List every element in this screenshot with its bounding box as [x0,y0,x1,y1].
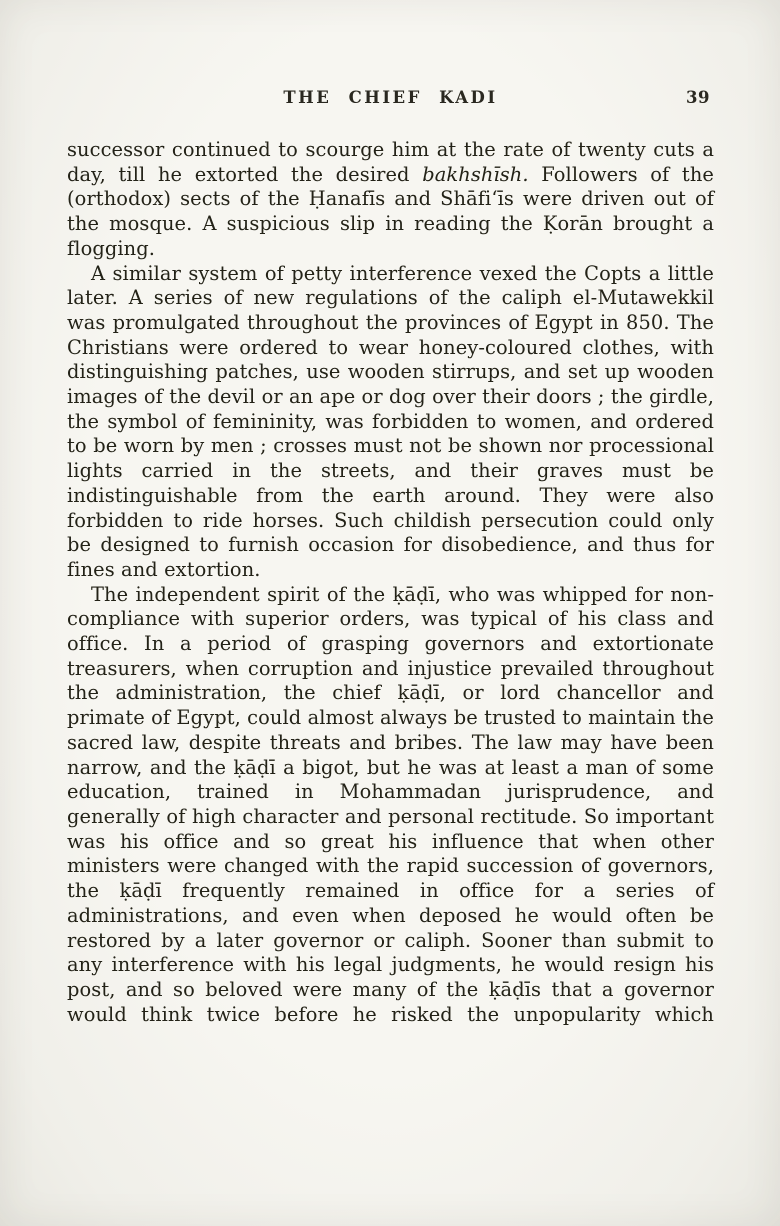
paragraph [67,138,714,262]
paragraph [67,583,714,1028]
body-text: successor continued to scourge him at the rate of twenty cuts a day, till he extorted the desired [67,138,714,186]
body-text: Followers of the (orthodox) sects of the Ḥanafīs and Shāfi‘īs were driven out of the mosque. A suspicious slip in reading the Ḳorān brought a flogging. [67,162,714,260]
page-text [67,138,714,1027]
page-header [67,88,714,114]
paragraph [67,262,714,583]
page-title: THE CHIEF KADI [283,88,498,107]
page-number: 39 [686,88,710,107]
body-text: The independent spirit of the ḳāḍī, who was whipped for non-compliance with superior orders, was typical of his class and office. In a period of grasping governors and extortionate treasurers, when corruption and injustice prevailed throughout the administration, the chief ḳāḍī, or lord chancellor and primate of Egypt, could almost always be trusted to maintain the sacred law, despite threats and bribes. The law may have been narrow, and the ḳāḍī a bigot, but he was at least a man of some education, trained in Mohammadan jurisprudence, and generally of high character and personal rectitude. So important was his office and so great his influence that when other ministers were changed with the rapid succession of governors, the ḳāḍī frequently remained in office for a series of administrations, and even when deposed he would often be restored by a later governor or caliph. Sooner than submit to any interference with his legal judgments, he would resign his post, and so beloved were many of the ḳāḍīs that a governor would think twice before he risked the unpopularity which [67,582,714,1026]
body-text: A similar system of petty interference vexed the Copts a little later. A series of new regulations of the caliph el-Mutawekkil was promulgated throughout the provinces of Egypt in 850. The Christians were ordered to wear honey-coloured clothes, with distinguishing patches, use wooden stirrups, and set up wooden images of the devil or an ape or dog over their doors ; the girdle, the symbol of femininity, was forbidden to women, and ordered to be worn by men ; crosses must not be shown nor processional lights carried in the streets, and their graves must be indistinguishable from the earth around. They were also forbidden to ride horses. Such childish persecution could only be designed to furnish occasion for disobedience, and thus for fines and extortion. [67,261,714,581]
italic-text: bakhshīsh. [422,162,529,186]
